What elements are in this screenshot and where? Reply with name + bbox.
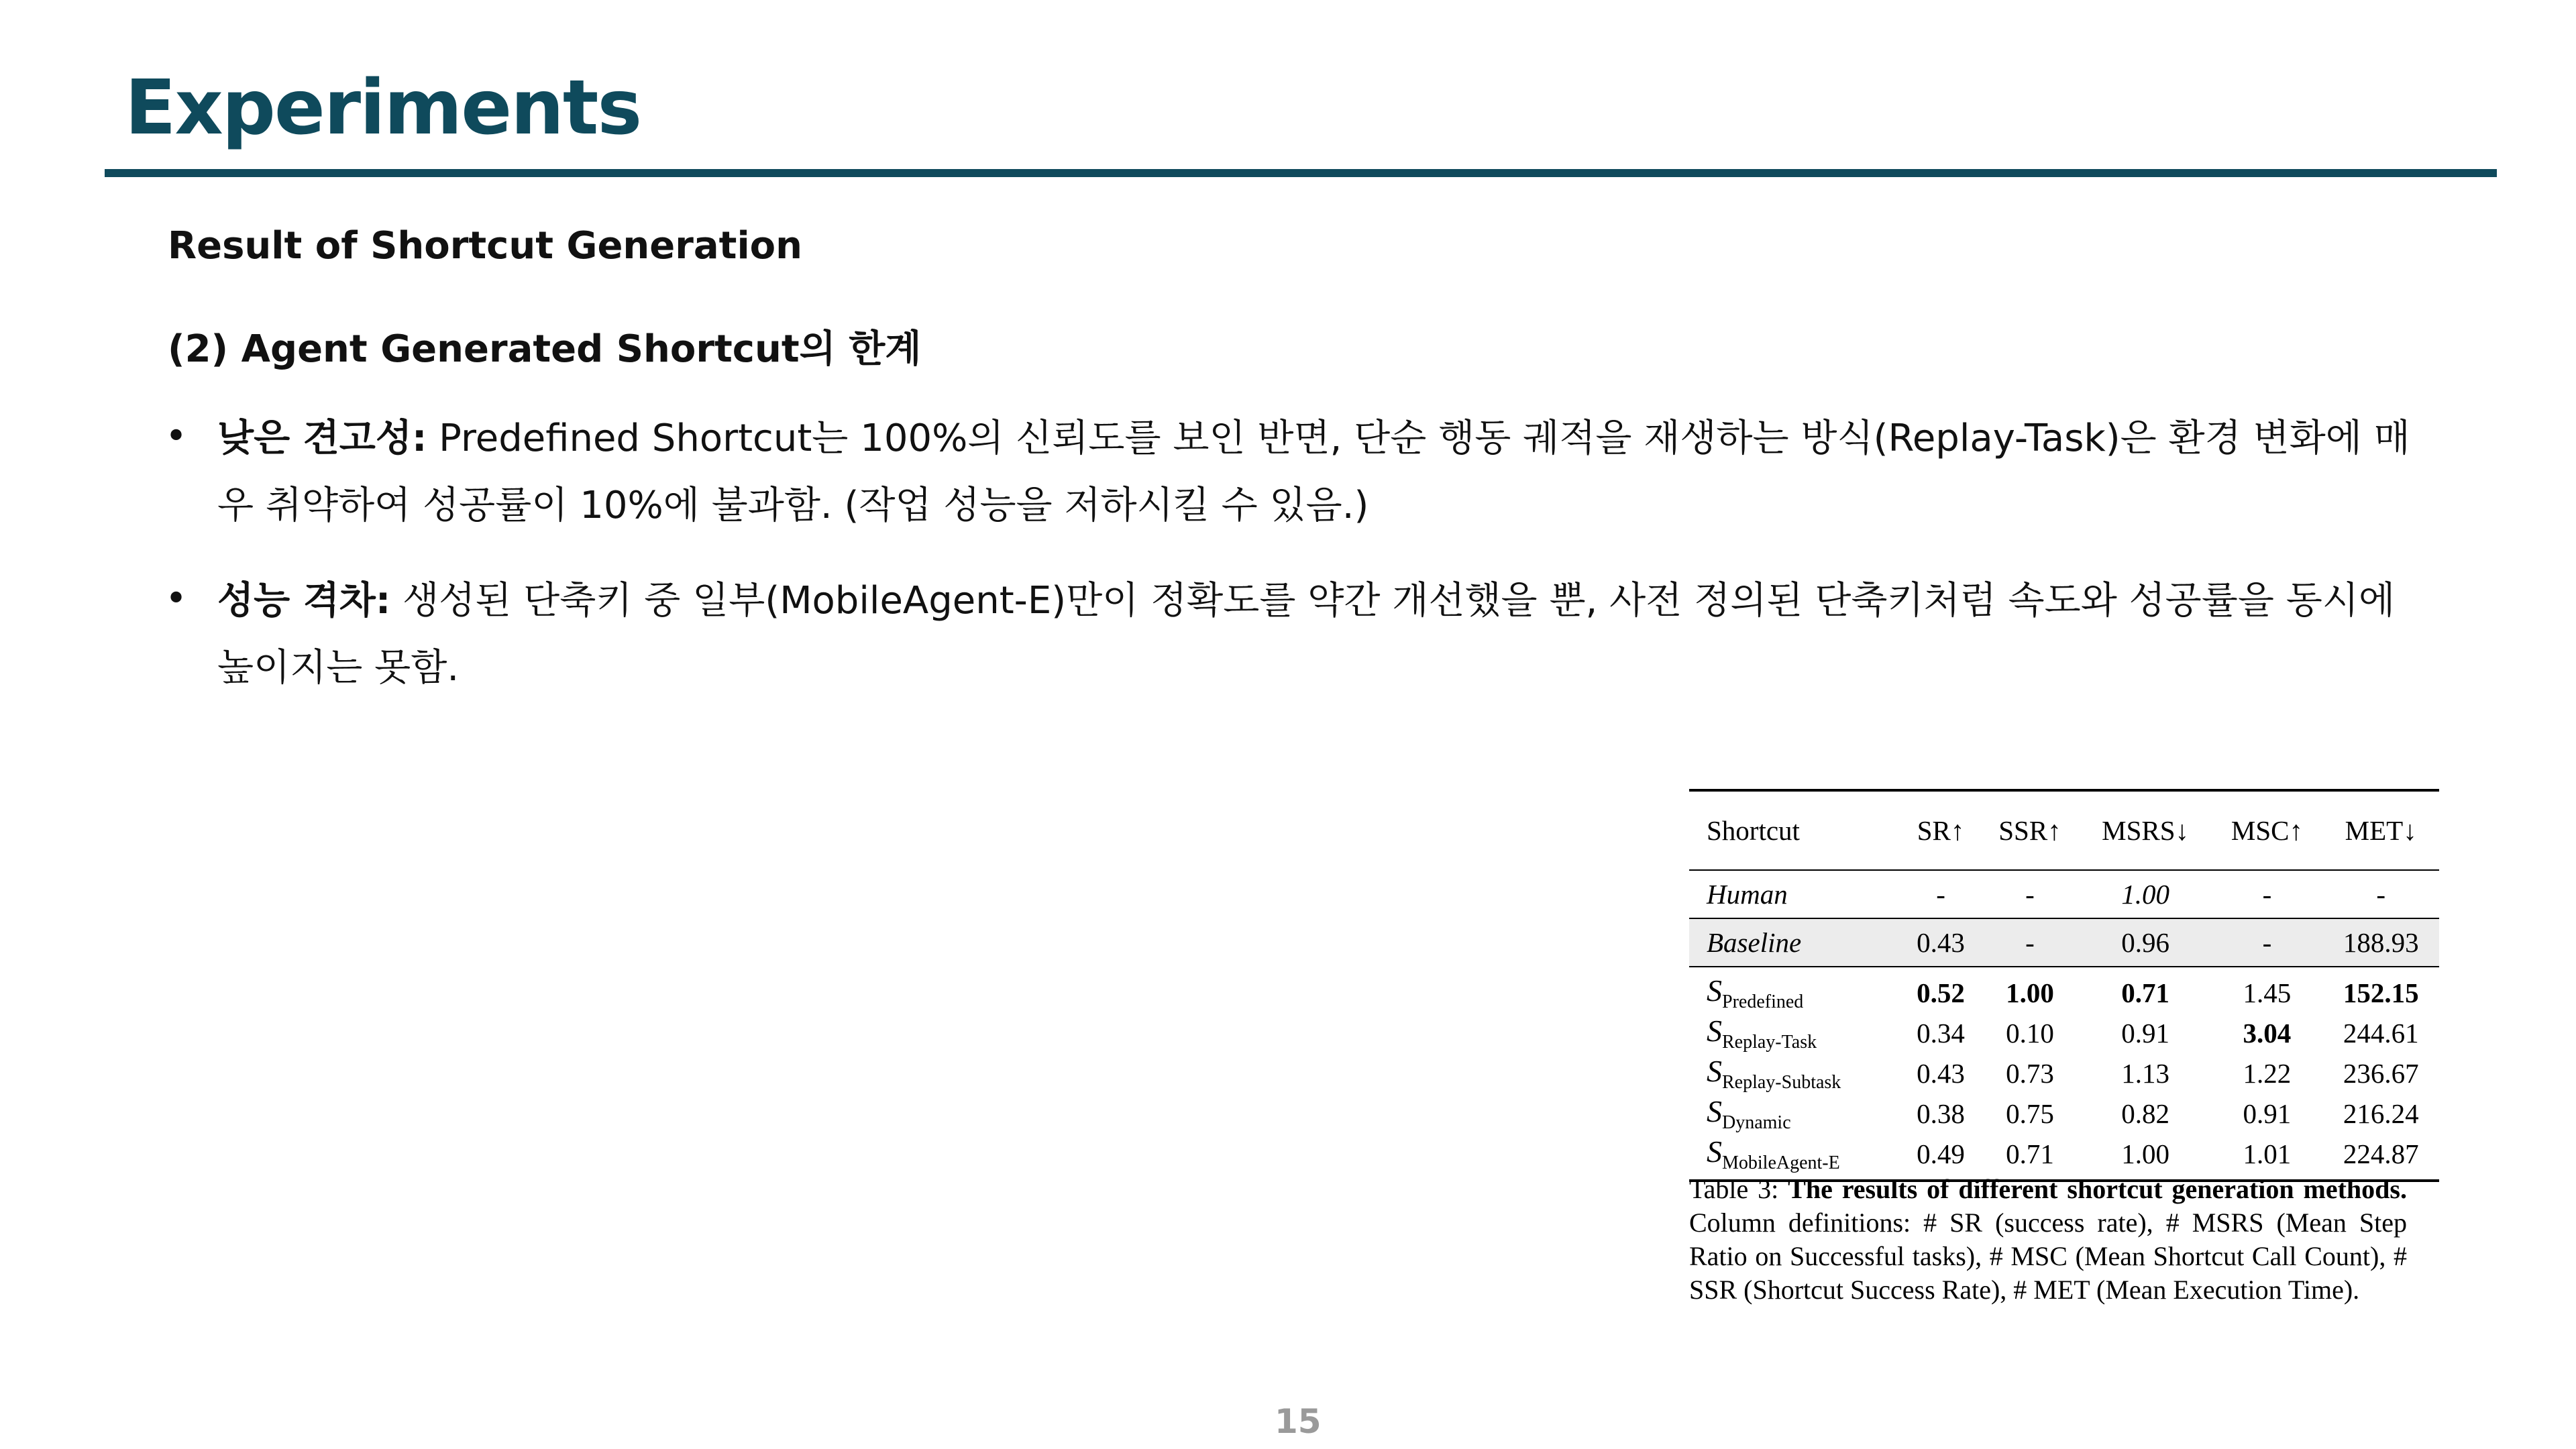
cell-msrs: 1.00 [2121, 1138, 2169, 1169]
section-heading: Result of Shortcut Generation [168, 224, 802, 268]
row-name [1689, 1093, 1901, 1134]
cell-ssr: - [2025, 879, 2035, 910]
cell-sr: - [1936, 879, 1945, 910]
cell-msc: 0.91 [2243, 1098, 2292, 1129]
header-met: MET↓ [2345, 815, 2417, 846]
method-symbol: S [1707, 1134, 1722, 1169]
results-table [1689, 789, 2439, 1182]
method-subscript: MobileAgent-E [1722, 1152, 1840, 1173]
cell-msc: 1.22 [2243, 1058, 2292, 1089]
method-symbol: S [1707, 1094, 1722, 1128]
cell-sr: 0.34 [1917, 1018, 1965, 1049]
cell-met: 244.61 [2343, 1018, 2419, 1049]
caption-body: Column definitions: # SR (success rate), # MSRS (Mean Step Ratio on Successful tasks), # MSC (Mean Shortcut Call Count), # SSR (Shortcut Success Rate), # MET (Mean Execution Time). [1689, 1208, 2407, 1305]
cell-sr: 0.38 [1917, 1098, 1965, 1129]
row-name: Baseline [1689, 918, 1901, 967]
header-msrs: MSRS↓ [2102, 815, 2190, 846]
bullet-body: Predefined Shortcut는 100%의 신뢰도를 보인 반면, 단순 행동 궤적을 재생하는 방식(Replay-Task)은 환경 변화에 매우 취약하여 성공률이 10%에 불과함. (작업 성능을 저하시킬 수 있음.) [217, 417, 2410, 527]
table-row-baseline [1689, 918, 2439, 967]
cell-ssr: 0.71 [2006, 1138, 2054, 1169]
bullet-body: 생성된 단축키 중 일부(MobileAgent-E)만이 정확도를 약간 개선했을 뿐, 사전 정의된 단축키처럼 속도와 성공률을 동시에 높이지는 못함. [217, 579, 2396, 690]
table-caption [1689, 1173, 2407, 1307]
method-symbol: S [1707, 1014, 1722, 1048]
cell-sr: 0.43 [1917, 1058, 1965, 1089]
cell-msc: 1.01 [2243, 1138, 2292, 1169]
cell-met: 152.15 [2343, 977, 2419, 1008]
page-number: 15 [1275, 1402, 1322, 1441]
table-row-replay-task [1689, 1013, 2439, 1053]
table-row-dynamic [1689, 1093, 2439, 1134]
table-row-predefined [1689, 967, 2439, 1013]
cell-ssr: 1.00 [2006, 977, 2054, 1008]
cell-msc: 3.04 [2243, 1018, 2292, 1049]
cell-msrs: 0.96 [2080, 918, 2212, 967]
method-symbol: S [1707, 973, 1722, 1008]
header-sr: SR↑ [1917, 815, 1965, 846]
cell-msrs: 0.71 [2121, 977, 2169, 1008]
row-name [1689, 1053, 1901, 1093]
method-subscript: Replay-Subtask [1722, 1072, 1841, 1093]
cell-msrs: 0.91 [2121, 1018, 2169, 1049]
header-ssr: SSR↑ [1998, 815, 2061, 846]
header-msc: MSC↑ [2231, 815, 2303, 846]
method-subscript: Dynamic [1722, 1112, 1791, 1133]
table-header-row [1689, 790, 2439, 870]
bullet-label: 성능 격차: [217, 579, 391, 623]
bullet-item-performance-gap [217, 568, 2431, 702]
cell-sr: 0.52 [1917, 977, 1965, 1008]
header-shortcut: Shortcut [1707, 815, 1800, 846]
method-symbol: S [1707, 1054, 1722, 1088]
slide-title: Experiments [125, 64, 641, 152]
cell-msc: 1.45 [2243, 977, 2292, 1008]
row-name [1689, 1013, 1901, 1053]
table-row-human [1689, 870, 2439, 918]
cell-ssr: 0.10 [2006, 1018, 2054, 1049]
cell-msc: - [2211, 918, 2322, 967]
row-name [1689, 967, 1901, 1013]
cell-ssr: - [1980, 918, 2080, 967]
cell-met: - [2376, 879, 2386, 910]
cell-sr: 0.49 [1917, 1138, 1965, 1169]
bullet-dot: • [165, 577, 188, 621]
caption-title: The results of different shortcut generation methods. [1788, 1174, 2407, 1204]
method-subscript: Predefined [1722, 991, 1804, 1012]
cell-ssr: 0.75 [2006, 1098, 2054, 1129]
cell-met: 188.93 [2322, 918, 2439, 967]
cell-msc: - [2262, 879, 2272, 910]
subsection-heading: (2) Agent Generated Shortcut의 한계 [168, 327, 922, 371]
method-subscript: Replay-Task [1722, 1032, 1817, 1053]
row-name: Human [1707, 879, 1788, 910]
cell-msrs: 1.00 [2121, 879, 2169, 910]
cell-sr: 0.43 [1901, 918, 1980, 967]
results-table-container [1689, 789, 2439, 1182]
cell-met: 216.24 [2343, 1098, 2419, 1129]
bullet-dot: • [165, 415, 188, 458]
cell-msrs: 0.82 [2121, 1098, 2169, 1129]
title-underline [105, 169, 2497, 177]
bullet-item-robustness [217, 405, 2431, 539]
cell-msrs: 1.13 [2121, 1058, 2169, 1089]
bullet-label: 낮은 견고성: [217, 417, 427, 460]
cell-met: 236.67 [2343, 1058, 2419, 1089]
cell-ssr: 0.73 [2006, 1058, 2054, 1089]
cell-met: 224.87 [2343, 1138, 2419, 1169]
caption-prefix: Table 3: [1689, 1174, 1788, 1204]
table-row-replay-subtask [1689, 1053, 2439, 1093]
